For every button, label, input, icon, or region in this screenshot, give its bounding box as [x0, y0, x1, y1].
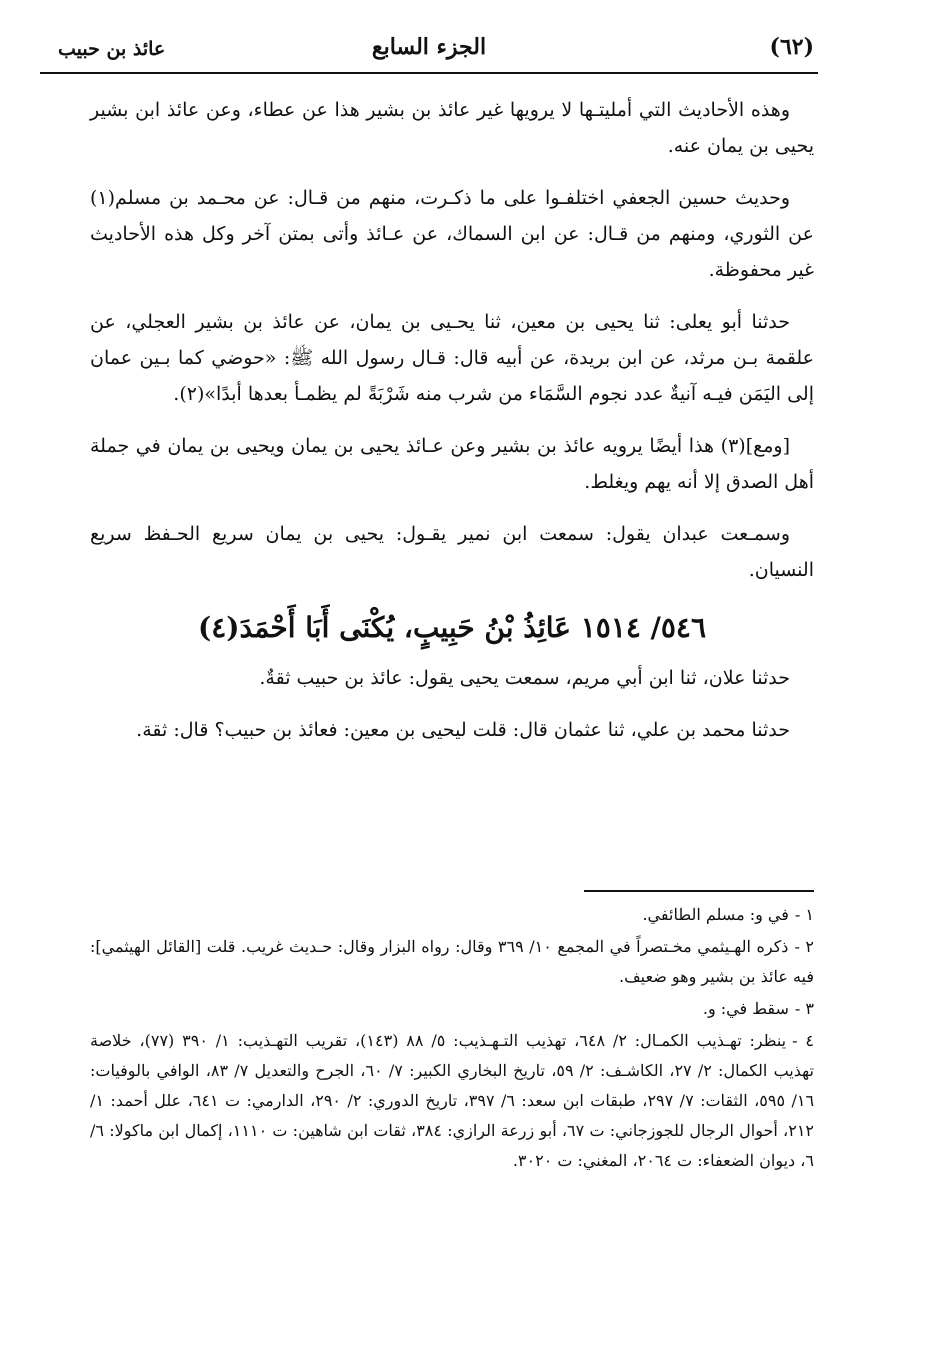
footnote-number: ٤ -: [792, 1031, 814, 1050]
running-head-entry: عائذ بن حبيب: [58, 38, 166, 60]
part-title: الجزء السابع: [371, 34, 487, 60]
footnote: [90, 932, 814, 992]
footnote-rule: [584, 890, 814, 892]
footnote: [90, 994, 814, 1024]
footnote-text: سقط في: و.: [702, 999, 789, 1018]
main-text: [90, 92, 814, 764]
paragraph: [ومع](٣) هذا أيضًا يرويه عائذ بن بشير وعن عـائذ يحيى بن يمان ويحيى بن يمان في جملة أهل الصدق إلا أنه يهم ويغلط.: [90, 435, 814, 493]
paragraph: وحديث حسين الجعفي اختلفـوا على ما ذكـرت، منهم من قـال: عن محـمد بن مسلم(١) عن الثوري، ومنهم من قـال: عن ابن السماك، عن عـائذ وأتى بمتن آخر وكل هذه الأحاديث غير محفوظة.: [90, 187, 814, 281]
footnote-number: ٢ -: [794, 937, 814, 956]
footnote: [90, 1026, 814, 1176]
footnote: [90, 900, 814, 930]
footnote-text: في و: مسلم الطائفي.: [642, 905, 789, 924]
footnote-number: ١ -: [794, 905, 814, 924]
footnote-text: ذكره الهـيثمي مخـتصراً في المجمع ١٠/ ٣٦٩ وقال: رواه البزار وقال: حـديث غريب. قلت [القائل الهيثمي]: فيه عائذ بن بشير وهو ضعيف.: [90, 937, 814, 986]
entry-heading: ٥٤٦/ ١٥١٤ عَائِذُ بْنُ حَبِيبٍ، يُكْنَى أَبَا أَحْمَدَ(٤): [198, 611, 706, 644]
footnote-number: ٣ -: [794, 999, 814, 1018]
paragraph: وسمـعت عبدان يقول: سمعت ابن نمير يقـول: يحيى بن يمان سريع الحـفظ سريع النسيان.: [90, 523, 814, 581]
footnote-text: ينظر: تهـذيب الكمـال: ٢/ ٦٤٨، تهذيب التـهـذيب: ٥/ ٨٨ (١٤٣)، تقريب التهـذيب: ١/ ٣٩٠ (٧٧)، خلاصة تهذيب الكمال: ٢/ ٢٧، الكاشـف: ٢/ ٥٩، تاريخ البخاري الكبير: ٧/ ٦٠، الجرح والتعديل ٧/ ٨٣، الوافي بالوفيات: ١٦/ ٥٩٥، الثقات: ٧/ ٢٩٧، طبقات ابن سعد: ٦/ ٣٩٧، تاريخ الدوري: ٢/ ٢٩٠، الدارمي: ت ٦٤١، علل أحمد: ١/ ٢١٢، أحوال الرجال للجوزجاني: ت ٦٧، أبو زرعة الرازي: ٣٨٤، ثقات ابن شاهين: ت ١١١٠، إكمال ابن ماكولا: ٦/ ٦، ديوان الضعفاء: ت ٢٠٦٤، المغني: ت ٣٠٢٠.: [90, 1031, 815, 1170]
paragraph: حدثنا أبو يعلى: ثنا يحيى بن معين، ثنا يحـيى بن يمان، عن عائذ بن بشير العجلي، عن علقمة بـن مرثد، عن ابن بريدة، عن أبيه قال: قـال رسول الله ﷺ: «حوضي كما بـين عمان إلى اليَمَن فيـه آنيةٌ عدد نجوم السَّمَاء من شرب منه شَرْبَةً لم يظمـأ بعدها أبدًا»(٢).: [90, 311, 814, 405]
header-rule: [40, 72, 818, 74]
page-number: (٦٢): [769, 34, 814, 60]
entry-paragraph: حدثنا محمد بن علي، ثنا عثمان قال: قلت ليحيى بن معين: فعائذ بن حبيب؟ قال: ثقة.: [136, 719, 790, 741]
entry-paragraph: حدثنا علان، ثنا ابن أبي مريم، سمعت يحيى يقول: عائذ بن حبيب ثقةٌ.: [259, 667, 790, 689]
page-header: [40, 28, 818, 74]
footnotes: [90, 900, 814, 1178]
paragraph: وهذه الأحاديث التي أمليتـها لا يرويها غير عائذ بن بشير هذا عن عطاء، وعن عائذ ابن بشير يحيى بن يمان عنه.: [90, 99, 814, 157]
